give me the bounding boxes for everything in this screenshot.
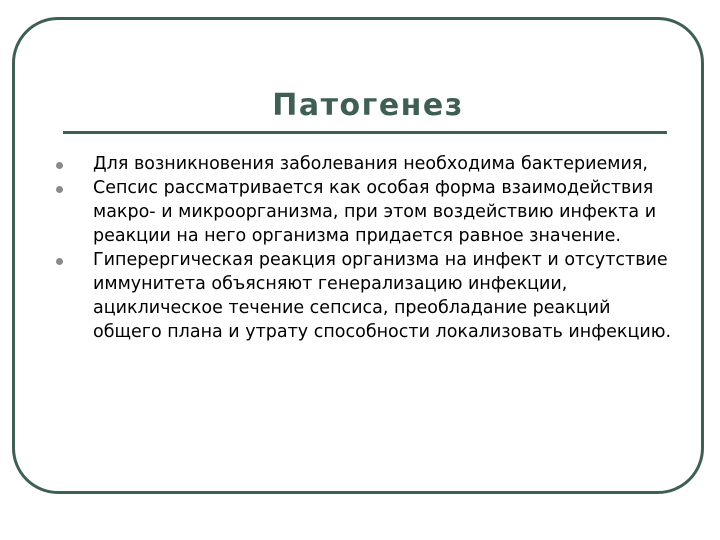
bullet-dot-icon	[56, 186, 63, 193]
title-underline	[63, 131, 667, 134]
bullet-text: Сепсис рассматривается как особая форма взаимодействия макро- и микроорганизма, при этом воздействию инфекта и реакции на него организма придается равное значение.	[93, 178, 657, 246]
bullet-item	[52, 152, 672, 176]
bullet-dot-icon	[56, 162, 63, 169]
bullet-text: Для возникновения заболевания необходима бактериемия,	[93, 154, 648, 174]
bullet-list	[52, 152, 672, 344]
bullet-item	[52, 248, 672, 344]
slide-title: Патогенез	[272, 88, 464, 123]
bullet-item	[52, 176, 672, 248]
bullet-text: Гиперергическая реакция организма на инфект и отсутствие иммунитета объясняют генерализацию инфекции, ациклическое течение сепсиса, преобладание реакций общего плана и утрату способности локализовать инфекцию.	[93, 250, 672, 342]
bullet-dot-icon	[56, 258, 63, 265]
